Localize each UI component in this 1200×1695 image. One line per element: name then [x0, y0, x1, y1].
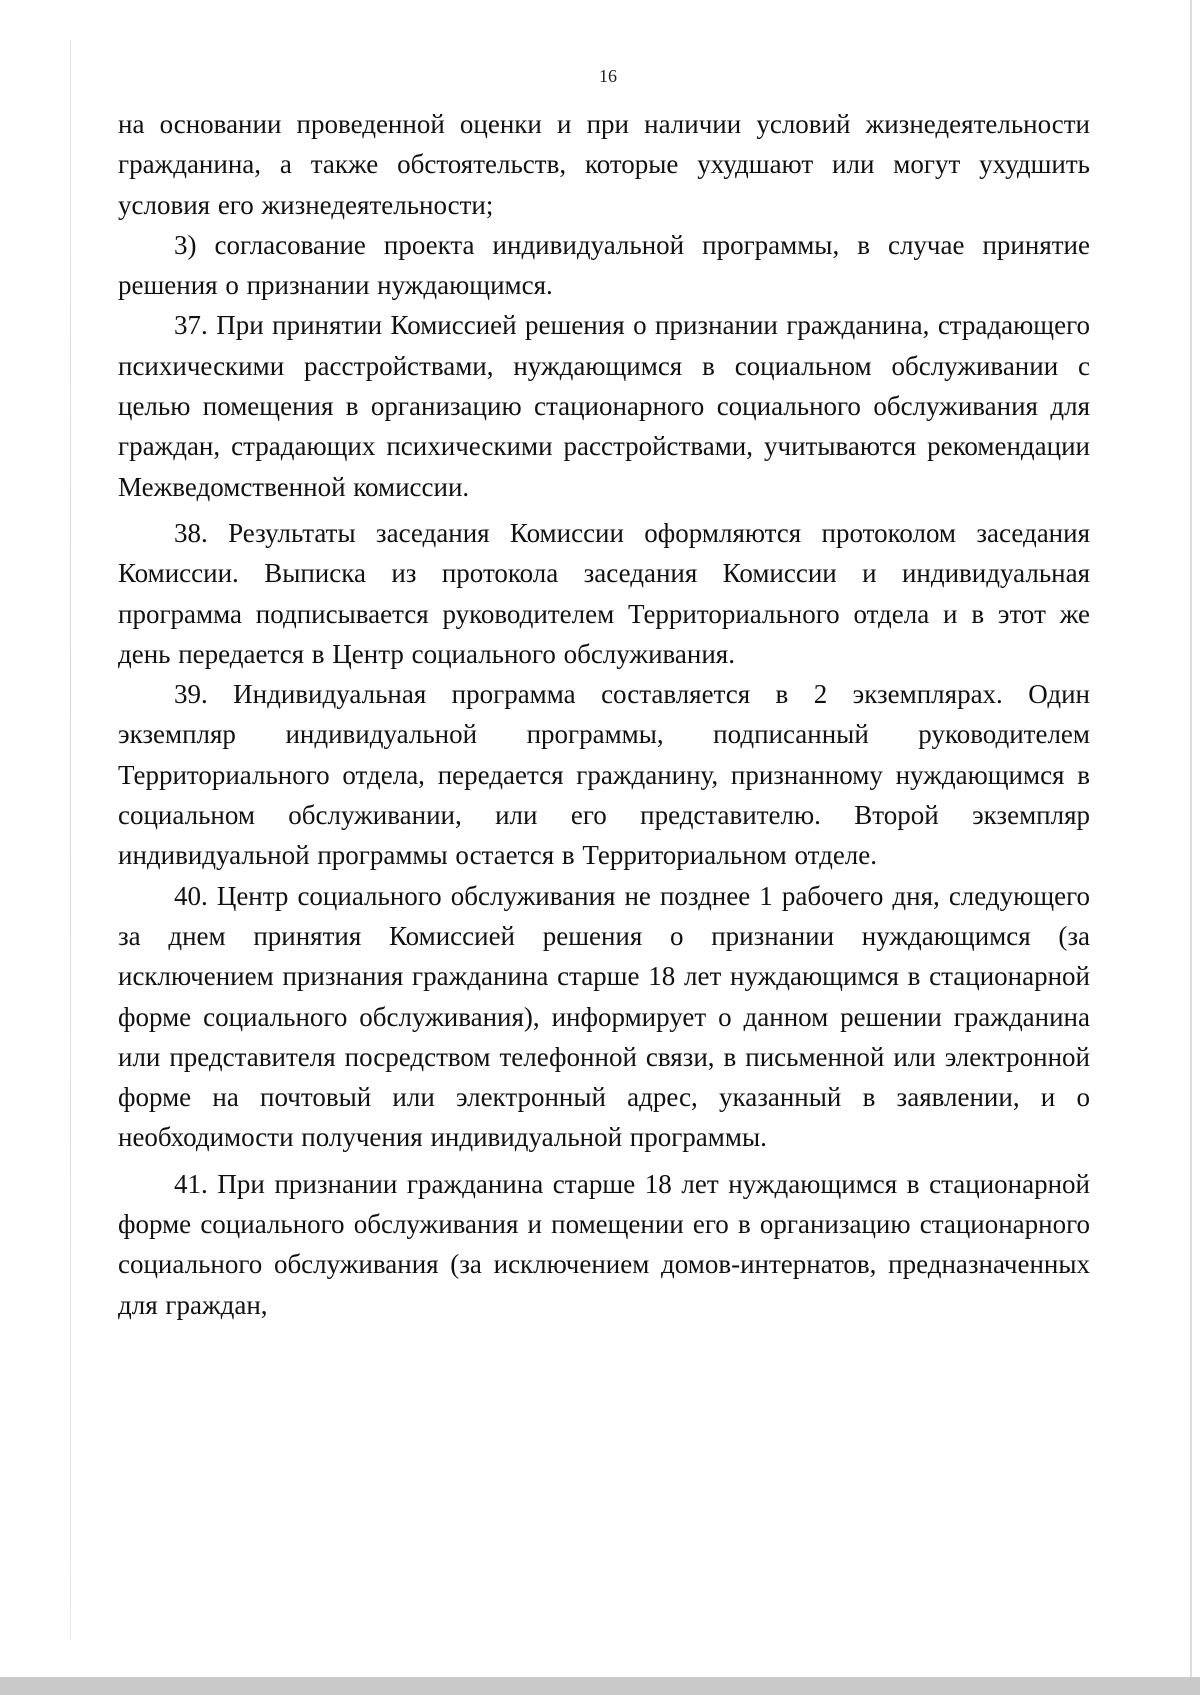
scan-edge-right	[1190, 0, 1192, 1695]
scan-edge-left	[70, 40, 71, 1640]
paragraph-37: 37. При принятии Комиссией решения о признании гражданина, страдающего психическими расстройствами, нуждающимся в социальном обслуживании с целью помещения в организацию стационарного социального обслуживания для граждан, страдающих психическими расстройствами, учитываются рекомендации Межведомственной комиссии.	[118, 310, 1090, 502]
page-number: 16	[599, 66, 617, 86]
paragraph-38: 38. Результаты заседания Комиссии оформляются протоколом заседания Комиссии. Выписка из протокола заседания Комиссии и индивидуальная программа подписывается руководителем Территориального отдела и в этот же день передается в Центр социального обслуживания.	[118, 517, 1090, 669]
paragraph-item-3: 3) согласование проекта индивидуальной программы, в случае принятие решения о признании нуждающимся.	[118, 229, 1090, 301]
scan-bottom-band	[0, 1677, 1200, 1695]
document-body	[118, 104, 1090, 1325]
paragraph-41: 41. При признании гражданина старше 18 лет нуждающимся в стационарной форме социального обслуживания и помещении его в организацию стационарного социального обслуживания (за исключением домов-интернатов, предназначенных для граждан,	[118, 1168, 1090, 1320]
paragraph-continuation: на основании проведенной оценки и при наличии условий жизнедеятельности гражданина, а также обстоятельств, которые ухудшают или могут ухудшить условия его жизнедеятельности;	[118, 109, 1090, 220]
paragraph-39: 39. Индивидуальная программа составляется в 2 экземплярах. Один экземпляр индивидуальной программы, подписанный руководителем Территориального отдела, передается гражданину, признанному нуждающимся в социальном обслуживании, или его представителю. Второй экземпляр индивидуальной программы остается в Территориальном отделе.	[118, 679, 1090, 871]
paragraph-40: 40. Центр социального обслуживания не позднее 1 рабочего дня, следующего за днем принятия Комиссией решения о признании нуждающимся (за исключением признания гражданина старше 18 лет нуждающимся в стационарной форме социального обслуживания), информирует о данном решении гражданина или представителя посредством телефонной связи, в письменной или электронной форме на почтовый или электронный адрес, указанный в заявлении, и о необходимости получения индивидуальной программы.	[118, 880, 1090, 1153]
